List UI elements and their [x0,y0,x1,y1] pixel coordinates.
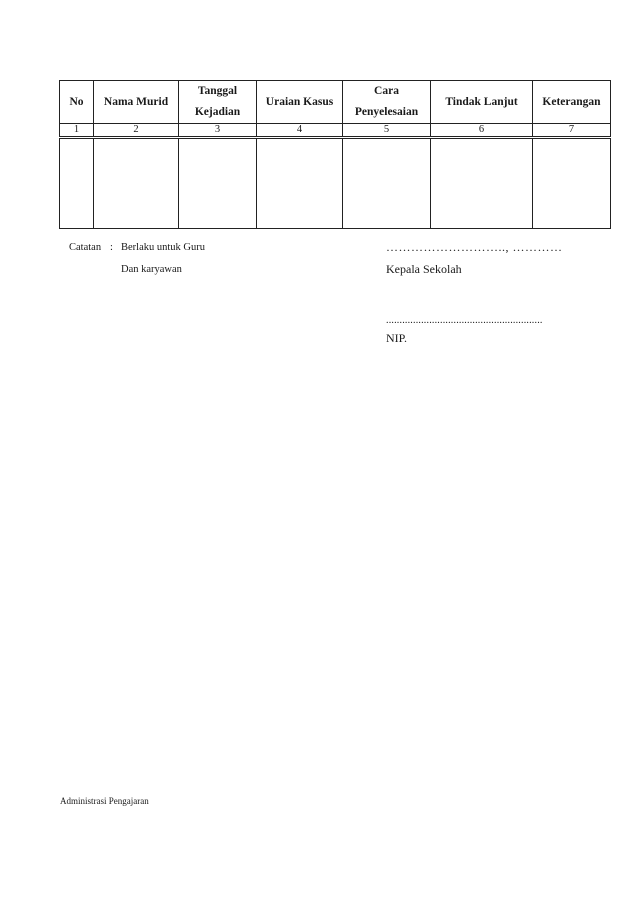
column-number: 7 [533,124,611,138]
signature-name-line: .......................................................... [386,315,543,326]
empty-cell [431,138,533,229]
empty-cell [179,138,257,229]
empty-cell [94,138,179,229]
empty-cell [60,138,94,229]
signature-place-date: ……………………….., ………… [386,240,563,254]
header-uraian-kasus: Uraian Kasus [257,81,343,124]
header-cara-penyelesaian: Cara Penyelesaian [343,81,431,124]
case-record-table [59,80,611,229]
signature-role: Kepala Sekolah [386,262,462,276]
note-colon: : [110,242,113,253]
empty-cell [343,138,431,229]
column-number: 5 [343,124,431,138]
empty-entry-row [60,138,611,229]
column-number: 3 [179,124,257,138]
header-tanggal-kejadian: Tanggal Kejadian [179,81,257,124]
header-keterangan: Keterangan [533,81,611,124]
note-line-2: Dan karyawan [121,264,182,275]
note-line-1: Berlaku untuk Guru [121,242,205,253]
column-number-row [60,124,611,138]
note-label: Catatan [69,242,102,253]
column-number: 4 [257,124,343,138]
column-number: 6 [431,124,533,138]
header-nama-murid: Nama Murid [94,81,179,124]
page-footer: Administrasi Pengajaran [60,796,149,806]
signature-nip: NIP. [386,331,408,345]
header-tindak-lanjut: Tindak Lanjut [431,81,533,124]
table-header-row [60,81,611,124]
column-number: 2 [94,124,179,138]
column-number: 1 [60,124,94,138]
empty-cell [257,138,343,229]
empty-cell [533,138,611,229]
header-no: No [60,81,94,124]
